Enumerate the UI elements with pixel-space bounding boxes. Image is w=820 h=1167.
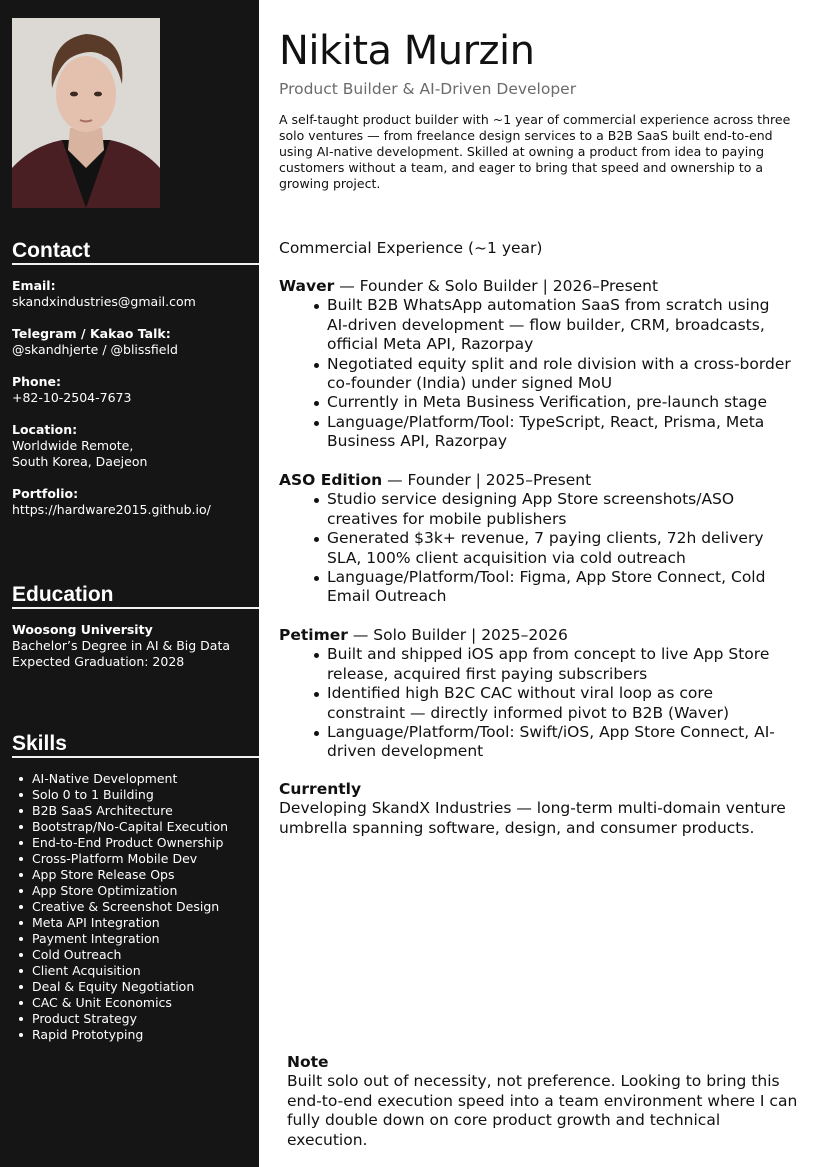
sidebar	[0, 0, 259, 1167]
company-name: ASO Edition	[279, 471, 383, 489]
skill-item: Rapid Prototyping	[12, 1027, 257, 1043]
contact-telegram	[12, 326, 257, 358]
location-line: South Korea, Daejeon	[12, 454, 148, 469]
note-heading: Note	[287, 1053, 329, 1071]
skill-item: CAC & Unit Economics	[12, 995, 257, 1011]
skill-item: Solo 0 to 1 Building	[12, 787, 257, 803]
job-title	[279, 471, 794, 490]
company-name: Petimer	[279, 626, 348, 644]
skill-item: Product Strategy	[12, 1011, 257, 1027]
note-text: Built solo out of necessity, not preference. Looking to bring this end-to-end execution speed into a team environment where I can fully double down on core product growth and technical execution.	[287, 1072, 798, 1149]
skill-item: Meta API Integration	[12, 915, 257, 931]
skill-item: App Store Release Ops	[12, 867, 257, 883]
job-bullets	[327, 645, 794, 761]
job-bullet: Language/Platform/Tool: Swift/iOS, App Store Connect, AI-driven development	[327, 723, 794, 762]
graduation: Expected Graduation: 2028	[12, 654, 185, 669]
skill-item: App Store Optimization	[12, 883, 257, 899]
note-section	[287, 1053, 802, 1150]
portrait-image	[12, 18, 160, 208]
job-bullet: Generated $3k+ revenue, 7 paying clients, 72h delivery SLA, 100% client acquisition via cold outreach	[327, 529, 794, 568]
job-bullets	[327, 490, 794, 606]
skill-item: Cold Outreach	[12, 947, 257, 963]
job-role: — Solo Builder | 2025–2026	[347, 626, 568, 644]
email-link[interactable]: skandxindustries@gmail.com	[12, 294, 196, 309]
experience-heading: Commercial Experience (~1 year)	[279, 239, 543, 257]
summary: A self-taught product builder with ~1 year of commercial experience across three solo ventures — from freelance design services to a B2B SaaS built end-to-end using AI-native development. Skilled at owning a product from idea to paying customers without a team, and eager to bring that speed and ownership to a growing project.	[279, 112, 791, 191]
contact-label: Telegram / Kakao Talk:	[12, 326, 171, 341]
portfolio-link[interactable]: https://hardware2015.github.io/	[12, 502, 211, 517]
school-name: Woosong University	[12, 622, 153, 637]
job-bullet: Built and shipped iOS app from concept to live App Store release, acquired first paying subscribers	[327, 645, 794, 684]
job-waver	[279, 277, 794, 452]
telegram-handle: @skandhjerte / @blissfield	[12, 342, 178, 357]
job-bullet: Language/Platform/Tool: TypeScript, React, Prisma, Meta Business API, Razorpay	[327, 413, 794, 452]
profile-photo	[12, 18, 160, 208]
skills-heading: Skills	[12, 732, 259, 758]
currently-heading: Currently	[279, 780, 362, 798]
job-bullet: Language/Platform/Tool: Figma, App Store Connect, Cold Email Outreach	[327, 568, 794, 607]
education-block	[12, 622, 257, 670]
skill-item: AI-Native Development	[12, 771, 257, 787]
contact-location	[12, 422, 257, 470]
job-bullet: Negotiated equity split and role division with a cross-border co-founder (India) under signed MoU	[327, 355, 794, 394]
phone-number: +82-10-2504-7673	[12, 390, 132, 405]
job-role: — Founder & Solo Builder | 2026–Present	[334, 277, 659, 295]
job-aso-edition	[279, 471, 794, 607]
skill-item: B2B SaaS Architecture	[12, 803, 257, 819]
contact-email	[12, 278, 257, 310]
contact-label: Email:	[12, 278, 56, 293]
currently-section	[279, 780, 794, 838]
skill-item: Bootstrap/No-Capital Execution	[12, 819, 257, 835]
company-name: Waver	[279, 277, 335, 295]
currently-text: Developing SkandX Industries — long-term multi-domain venture umbrella spanning software, design, and consumer products.	[279, 799, 786, 837]
contact-label: Portfolio:	[12, 486, 79, 501]
skill-item: Cross-Platform Mobile Dev	[12, 851, 257, 867]
person-role: Product Builder & AI-Driven Developer	[279, 80, 577, 98]
contact-portfolio	[12, 486, 257, 518]
education-heading: Education	[12, 583, 259, 609]
skill-item: Payment Integration	[12, 931, 257, 947]
contact-label: Location:	[12, 422, 78, 437]
location-line: Worldwide Remote,	[12, 438, 134, 453]
job-petimer	[279, 626, 794, 762]
contact-heading: Contact	[12, 239, 259, 265]
skill-item: Client Acquisition	[12, 963, 257, 979]
job-title	[279, 626, 794, 645]
job-role: — Founder | 2025–Present	[382, 471, 592, 489]
skill-item: Creative & Screenshot Design	[12, 899, 257, 915]
contact-label: Phone:	[12, 374, 62, 389]
job-title	[279, 277, 794, 296]
job-bullet: Currently in Meta Business Verification, pre-launch stage	[327, 393, 794, 412]
skill-item: Deal & Equity Negotiation	[12, 979, 257, 995]
skill-item: End-to-End Product Ownership	[12, 835, 257, 851]
contact-phone	[12, 374, 257, 406]
skills-list	[12, 771, 257, 1043]
job-bullet: Identified high B2C CAC without viral loop as core constraint — directly informed pivot to B2B (Waver)	[327, 684, 794, 723]
person-name: Nikita Murzin	[279, 28, 535, 74]
job-bullet: Studio service designing App Store screenshots/ASO creatives for mobile publishers	[327, 490, 794, 529]
job-bullet: Built B2B WhatsApp automation SaaS from scratch using AI-driven development — flow builder, CRM, broadcasts, official Meta API, Razorpay	[327, 296, 794, 354]
job-bullets	[327, 296, 794, 451]
degree: Bachelor’s Degree in AI & Big Data	[12, 638, 231, 653]
